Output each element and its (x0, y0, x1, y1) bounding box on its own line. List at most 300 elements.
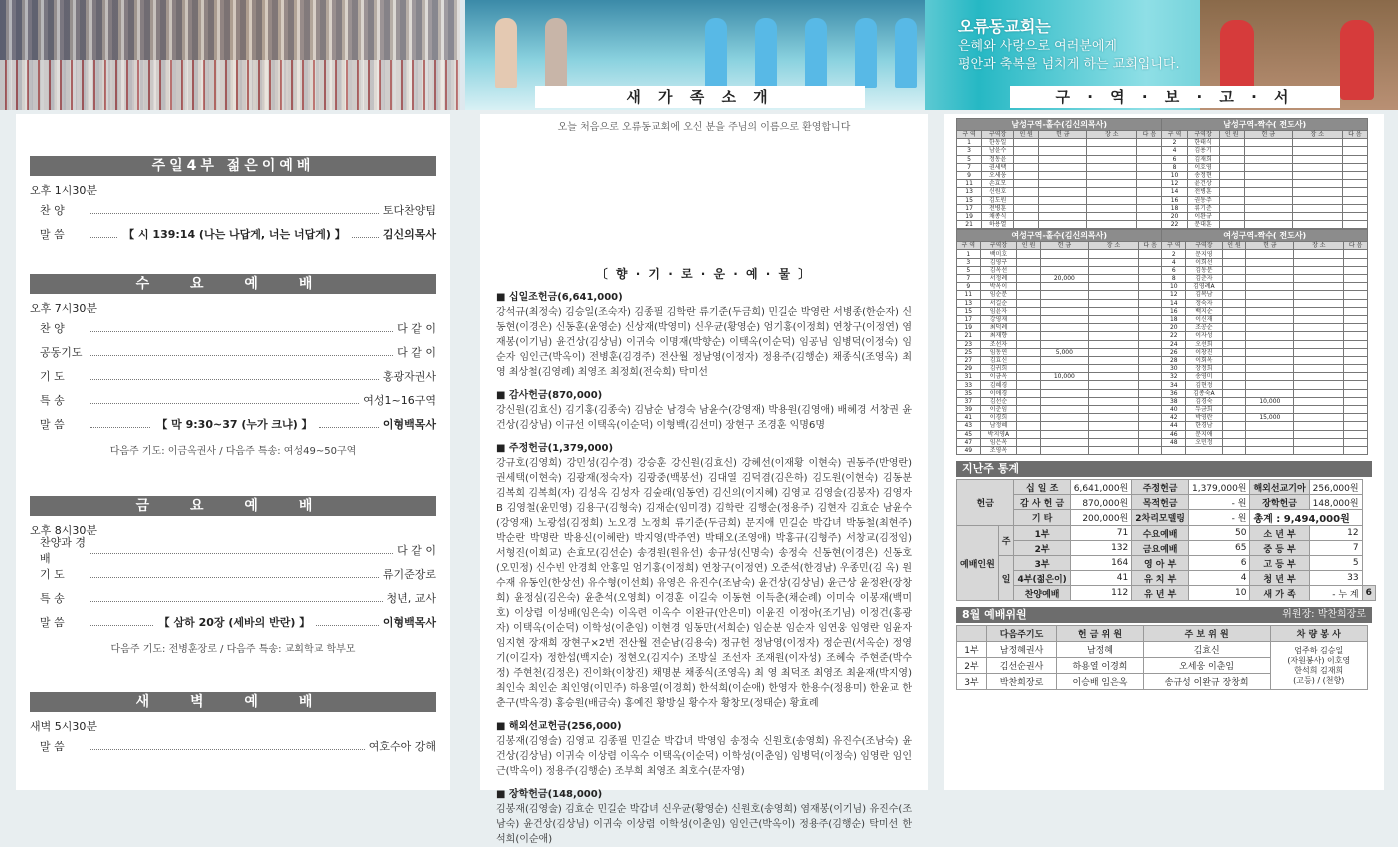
committee-row (957, 642, 1368, 658)
committee-cell: 남정혜 (1057, 642, 1143, 658)
district-offering (1040, 324, 1088, 332)
table-row (957, 406, 1368, 414)
district-place (1294, 283, 1344, 291)
district-leader: 박영란 (1186, 414, 1223, 422)
dot-leader (90, 348, 393, 356)
district-next (1137, 139, 1162, 147)
district-leader: 최재향 (980, 332, 1017, 340)
offering-names: 강석규(최정숙) 김승일(조숙자) 김종필 김학란 류기준(두금희) 민길순 박영란 서병종(한순자) 신동현(이경은) 신동훈(윤영순) 신상재(박영미) 신우균(황영순) 엄기홍(이정희) 연창구(이정연) 염재봉(이기님) 윤건상(김상님) 이귀숙 이명재(박향순) 이택옥(이순덕) 임공님 임병덕(이정숙) 임순자 임인근(박옥이) 전병훈(김경주) 전산월 정남영(이정자) 정용주(김행순) 채종식(조영옥) 최 영 최상철(김영례) 최영조 최정희(전숙희) 탁미선 (496, 307, 912, 378)
district-count (1219, 180, 1244, 188)
role-person: 토다찬양팀 (382, 204, 436, 217)
district-place (1088, 307, 1138, 315)
district-no: 42 (1162, 414, 1186, 422)
district-no: 14 (1162, 188, 1187, 196)
table-row (957, 283, 1368, 291)
district-leader: 김영례A (1186, 283, 1223, 291)
district-count (1014, 221, 1039, 229)
stats-title: 지난주 통계 (956, 461, 1372, 477)
district-next (1342, 221, 1367, 229)
stats-table (956, 479, 1376, 601)
district-no: 41 (957, 414, 981, 422)
district-count (1219, 139, 1244, 147)
committee-column-header: 주 보 위 원 (1143, 626, 1270, 642)
district-next (1138, 381, 1162, 389)
table-row (957, 196, 1368, 204)
role-label: 기 도 (40, 370, 65, 383)
district-offering (1040, 430, 1088, 438)
district-place (1087, 212, 1137, 220)
offering-title: 〔 향 · 기 · 로 · 운 · 예 · 물 〕 (595, 267, 813, 281)
district-leader: 김도원 (982, 196, 1014, 204)
district-leader: 오세웅 (982, 171, 1014, 179)
district-next (1137, 147, 1162, 155)
worship-block (16, 156, 450, 246)
district-next (1137, 188, 1162, 196)
district-leader: 한경남 (1186, 422, 1223, 430)
role-label: 기 도 (40, 568, 65, 581)
district-place (1088, 365, 1138, 373)
district-no: 18 (1162, 315, 1186, 323)
worship-row (30, 412, 436, 436)
district-no: 47 (957, 438, 981, 446)
district-no: 19 (957, 324, 981, 332)
district-place (1087, 188, 1137, 196)
district-offering (1244, 196, 1292, 204)
district-next (1344, 315, 1368, 323)
vehicle-line: 엄주하 김승일 (1294, 645, 1344, 655)
district-count (1219, 221, 1244, 229)
stats-row (957, 480, 1376, 495)
child-figure (895, 18, 917, 88)
district-place (1088, 266, 1138, 274)
district-next (1344, 438, 1368, 446)
role-person: 홍광자권사 (382, 370, 436, 383)
district-place (1088, 291, 1138, 299)
aug-committee-header (956, 607, 1372, 623)
aug-committee-title: 8월 예배위원 (962, 608, 1027, 622)
newcomer-section-title: 새 가 족 소 개 (535, 86, 865, 108)
worship-row (30, 562, 436, 586)
district-place (1294, 373, 1344, 381)
district-leader: 한태식 (1187, 139, 1219, 147)
role-person: 청년, 교사 (386, 592, 436, 605)
district-place (1088, 315, 1138, 323)
district-place (1087, 163, 1137, 171)
district-place (1294, 291, 1344, 299)
district-no: 3 (957, 258, 981, 266)
district-count (1222, 324, 1246, 332)
district-leader: 이완규 (1187, 212, 1219, 220)
district-count (1014, 212, 1039, 220)
district-offering (1246, 266, 1294, 274)
offering-group (496, 717, 912, 779)
district-next (1344, 381, 1368, 389)
district-leader: 이경희 (980, 414, 1017, 422)
district-leader (1186, 446, 1223, 454)
district-next (1344, 430, 1368, 438)
district-leader: 한동일 (982, 139, 1014, 147)
district-place (1292, 196, 1342, 204)
district-no: 1 (957, 250, 981, 258)
table-row (957, 438, 1368, 446)
district-leader: 김귀희 (980, 365, 1017, 373)
attendance-cell: 132 (1070, 541, 1132, 556)
table-row (957, 414, 1368, 422)
district-count (1222, 332, 1246, 340)
district-no: 35 (957, 389, 981, 397)
district-leader: 임순분 (980, 291, 1017, 299)
committee-cell: 송규성 이완규 장창희 (1143, 674, 1270, 690)
table-row (957, 356, 1368, 364)
district-next (1138, 283, 1162, 291)
district-next (1342, 196, 1367, 204)
district-leader: 문대훈 (1187, 221, 1219, 229)
district-offering (1246, 250, 1294, 258)
offering-label: 헌금 (957, 480, 1014, 526)
table-header-row (957, 242, 1368, 250)
district-offering (1246, 446, 1294, 454)
district-leader: 이금옥 (980, 373, 1017, 381)
district-offering (1246, 381, 1294, 389)
district-place (1088, 324, 1138, 332)
role-person: 여호수아 강해 (368, 740, 436, 753)
stats-cell: 256,000원 (1309, 480, 1362, 495)
table-title-row (957, 230, 1368, 242)
committee-cell: 김선순권사 (986, 658, 1056, 674)
attendance-cell: 영 아 부 (1132, 556, 1189, 571)
role-label: 말 씀 (40, 418, 65, 431)
district-place (1294, 315, 1344, 323)
worship-title: 주일4부 젊은이예배 (30, 156, 436, 176)
table-row (957, 340, 1368, 348)
district-place (1294, 356, 1344, 364)
district-no: 39 (957, 406, 981, 414)
role-label: 말 씀 (40, 616, 65, 629)
district-count (1017, 258, 1041, 266)
child-figure (855, 18, 877, 88)
district-next (1344, 266, 1368, 274)
district-next (1344, 422, 1368, 430)
district-offering: 15,000 (1246, 414, 1294, 422)
district-offering (1040, 397, 1088, 405)
district-leader: 임윤자 (980, 307, 1017, 315)
district-count (1222, 438, 1246, 446)
district-place (1087, 171, 1137, 179)
district-leader: 김용기 (1187, 147, 1219, 155)
district-offering (1246, 340, 1294, 348)
district-place (1087, 221, 1137, 229)
table-row (957, 291, 1368, 299)
district-no: 5 (957, 266, 981, 274)
district-offering (1039, 221, 1087, 229)
stats-cell: 1,379,000원 (1188, 480, 1250, 495)
column-header: 다 음 (1344, 242, 1368, 250)
district-place (1294, 422, 1344, 430)
worship-time: 오후 8시30분 (30, 524, 97, 537)
district-place (1292, 221, 1342, 229)
district-count (1222, 422, 1246, 430)
district-count (1014, 171, 1039, 179)
district-place (1292, 188, 1342, 196)
table-row (957, 171, 1368, 179)
attendance-cell: 7 (1309, 541, 1362, 556)
district-next (1342, 147, 1367, 155)
district-leader: 김영구 (980, 258, 1017, 266)
singer-figure (545, 18, 567, 88)
district-offering (1040, 381, 1088, 389)
district-next (1344, 356, 1368, 364)
district-leader: 권동주 (1187, 196, 1219, 204)
district-place (1292, 212, 1342, 220)
district-count (1014, 155, 1039, 163)
district-place (1087, 139, 1137, 147)
district-count (1017, 365, 1041, 373)
district-offering (1039, 212, 1087, 220)
offering-group (496, 439, 912, 711)
district-no: 15 (957, 307, 981, 315)
district-no: 27 (957, 356, 981, 364)
district-leader: 김복남 (1186, 291, 1223, 299)
district-place (1088, 406, 1138, 414)
role-label: 찬 양 (40, 322, 65, 335)
district-leader: 오민정 (1186, 438, 1223, 446)
vehicle-service (1270, 642, 1367, 690)
district-place (1087, 180, 1137, 188)
district-count (1219, 212, 1244, 220)
district-no: 44 (1162, 422, 1186, 430)
district-leader: 김경숙 (1186, 397, 1223, 405)
district-place (1292, 180, 1342, 188)
district-place (1294, 307, 1344, 315)
attendance-cell: 50 (1188, 526, 1250, 541)
sermon-text: 【 시 139:14 (나는 나답게, 너는 너답게) 】 (123, 228, 346, 241)
attendance-cell: 6 (1362, 586, 1375, 601)
worship-title: 금 요 예 배 (30, 496, 436, 516)
stats-cell: 기 타 (1014, 510, 1070, 526)
stats-cell: 감 사 헌 금 (1014, 495, 1070, 510)
child-figure (755, 18, 777, 88)
district-count (1219, 163, 1244, 171)
worship-row (30, 316, 436, 340)
table-row (957, 266, 1368, 274)
district-leader: 김선순 (980, 397, 1017, 405)
district-leader: 서정례 (980, 275, 1017, 283)
district-next (1137, 221, 1162, 229)
dot-leader (90, 570, 379, 578)
attendance-cell: 소 년 부 (1250, 526, 1309, 541)
district-next (1344, 389, 1368, 397)
district-next (1138, 365, 1162, 373)
district-next (1138, 250, 1162, 258)
district-place (1088, 348, 1138, 356)
district-place (1294, 348, 1344, 356)
district-no: 29 (957, 365, 981, 373)
stats-cell: 2차리모델링 (1132, 510, 1189, 526)
dot-leader (352, 230, 379, 238)
attendance-cell: 112 (1070, 586, 1132, 601)
district-place (1088, 438, 1138, 446)
district-no: 6 (1162, 155, 1187, 163)
district-place (1088, 299, 1138, 307)
role-label: 찬 양 (40, 204, 65, 217)
district-no: 8 (1162, 275, 1186, 283)
district-place (1292, 147, 1342, 155)
table-row (957, 212, 1368, 220)
district-offering (1244, 204, 1292, 212)
district-place (1087, 155, 1137, 163)
district-leader: 권세택 (982, 163, 1014, 171)
district-offering (1244, 180, 1292, 188)
district-leader: 이춘임 (980, 406, 1017, 414)
district-next (1344, 275, 1368, 283)
table-row (957, 139, 1368, 147)
column-header: 구 역 (957, 131, 982, 139)
offering-heading: ■ 해외선교헌금(256,000) (496, 721, 622, 732)
district-offering (1039, 196, 1087, 204)
district-leader: 전병훈 (1187, 188, 1219, 196)
district-no: 7 (957, 163, 982, 171)
district-leader: 조선자 (980, 340, 1017, 348)
district-no: 12 (1162, 180, 1187, 188)
table-row (957, 430, 1368, 438)
district-count (1017, 438, 1041, 446)
district-count (1222, 307, 1246, 315)
next-week-note: 다음주 기도: 전병훈장로 / 다음주 특송: 교회학교 학부모 (110, 644, 356, 655)
table-row (957, 348, 1368, 356)
district-place (1088, 389, 1138, 397)
district-count (1222, 356, 1246, 364)
district-next (1137, 171, 1162, 179)
table-row (957, 365, 1368, 373)
attendance-cell: 유 치 부 (1132, 571, 1189, 586)
district-no: 10 (1162, 283, 1186, 291)
newcomer-welcome: 오늘 처음으로 오류동교회에 오신 분을 주님의 이름으로 환영합니다 (557, 122, 851, 133)
district-no: 22 (1162, 332, 1186, 340)
role-person: 김신의목사 (382, 228, 437, 241)
committee-cell: 남정혜권사 (986, 642, 1056, 658)
vehicle-line: 한석희 김재희 (1294, 665, 1344, 675)
district-no (1162, 446, 1186, 454)
district-next (1138, 275, 1162, 283)
district-count (1017, 291, 1041, 299)
district-place (1294, 275, 1344, 283)
district-no: 25 (957, 348, 981, 356)
district-no: 11 (957, 291, 981, 299)
district-count (1014, 163, 1039, 171)
district-next (1138, 340, 1162, 348)
district-no: 14 (1162, 299, 1186, 307)
district-next (1344, 365, 1368, 373)
column-header: 인 원 (1222, 242, 1246, 250)
district-next (1137, 180, 1162, 188)
district-offering (1246, 275, 1294, 283)
table-row (957, 422, 1368, 430)
district-no: 30 (1162, 365, 1186, 373)
committee-header-row (957, 626, 1368, 642)
attendance-cell: 유 년 부 (1132, 586, 1189, 601)
district-next (1342, 155, 1367, 163)
district-no: 3 (957, 147, 982, 155)
district-no: 20 (1162, 324, 1186, 332)
child-figure (705, 18, 727, 88)
offering-group (496, 386, 912, 433)
column-header: 장 소 (1087, 131, 1137, 139)
district-no: 24 (1162, 340, 1186, 348)
column-header: 헌 금 (1039, 131, 1087, 139)
district-count (1222, 406, 1246, 414)
district-leader: 김춘자 (1186, 275, 1223, 283)
district-leader: 하용열 (982, 221, 1014, 229)
district-no: 33 (957, 381, 981, 389)
district-leader: 김옥선 (980, 266, 1017, 274)
district-offering (1040, 340, 1088, 348)
district-no: 46 (1162, 430, 1186, 438)
district-next (1137, 163, 1162, 171)
header-banner (0, 0, 1398, 110)
district-next (1344, 414, 1368, 422)
district-next (1138, 373, 1162, 381)
role-person: 다 같 이 (397, 346, 436, 359)
district-group-title: 여성구역-짝수( 전도사) (1162, 230, 1368, 242)
worship-block (16, 496, 450, 655)
district-offering (1246, 315, 1294, 323)
district-offering (1040, 258, 1088, 266)
district-count (1222, 414, 1246, 422)
district-count (1017, 430, 1041, 438)
table-row (957, 147, 1368, 155)
district-count (1017, 340, 1041, 348)
district-next (1138, 266, 1162, 274)
district-next (1138, 258, 1162, 266)
district-next (1138, 299, 1162, 307)
district-no: 2 (1162, 250, 1186, 258)
district-offering (1244, 155, 1292, 163)
district-leader: 전병훈 (982, 204, 1014, 212)
role-label: 찬양과 경배 (40, 536, 87, 565)
district-leader: 남윤수 (982, 147, 1014, 155)
district-next (1138, 414, 1162, 422)
role-label: 공동기도 (40, 346, 83, 359)
district-count (1017, 324, 1041, 332)
district-place (1294, 430, 1344, 438)
vehicle-line: (자원봉사) 이호영 (1287, 655, 1351, 665)
district-offering (1039, 163, 1087, 171)
worship-title: 새 벽 예 배 (30, 692, 436, 712)
district-count (1222, 299, 1246, 307)
attendance-cell: 중 등 부 (1250, 541, 1309, 556)
district-next (1342, 204, 1367, 212)
stats-cell: 목적헌금 (1132, 495, 1189, 510)
column-header: 구 역 (1162, 242, 1186, 250)
district-place (1087, 196, 1137, 204)
table-row (957, 188, 1368, 196)
district-offering (1040, 406, 1088, 414)
dot-leader (319, 420, 379, 428)
district-place (1294, 438, 1344, 446)
aug-committee-table (956, 625, 1368, 690)
dot-leader (316, 618, 379, 626)
table-row (957, 258, 1368, 266)
district-count (1017, 414, 1041, 422)
district-count (1219, 147, 1244, 155)
district-next (1137, 212, 1162, 220)
district-next (1344, 332, 1368, 340)
offering-heading: ■ 장학헌금(148,000) (496, 789, 603, 800)
district-leader: 두금희 (1186, 406, 1223, 414)
district-no: 12 (1162, 291, 1186, 299)
next-week-note: 다음주 기도: 이금옥권사 / 다음주 특송: 여성49~50구역 (109, 446, 357, 457)
district-no: 1 (957, 139, 982, 147)
